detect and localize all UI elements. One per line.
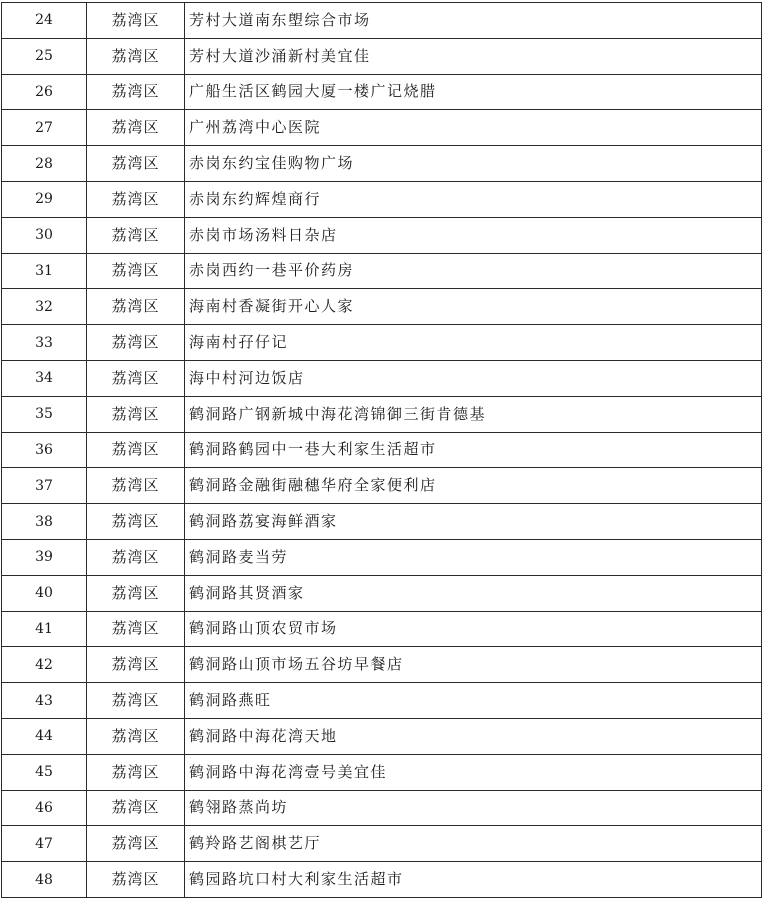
location-name-cell: 鹤园路坑口村大利家生活超市 xyxy=(185,862,762,898)
location-name-cell: 广州荔湾中心医院 xyxy=(185,110,762,146)
location-name-cell: 鹤洞路山顶农贸市场 xyxy=(185,611,762,647)
table-row xyxy=(2,289,762,325)
table-row xyxy=(2,74,762,110)
district-cell: 荔湾区 xyxy=(87,38,185,74)
location-name-cell: 鹤洞路山顶市场五谷坊早餐店 xyxy=(185,647,762,683)
row-number-cell: 33 xyxy=(2,325,87,361)
table-row xyxy=(2,181,762,217)
row-number-cell: 30 xyxy=(2,217,87,253)
district-cell: 荔湾区 xyxy=(87,74,185,110)
district-cell: 荔湾区 xyxy=(87,683,185,719)
table-row xyxy=(2,754,762,790)
location-name-cell: 鹤羚路艺阁棋艺厅 xyxy=(185,826,762,862)
district-cell: 荔湾区 xyxy=(87,432,185,468)
location-name-cell: 海中村河边饭店 xyxy=(185,360,762,396)
table-row xyxy=(2,432,762,468)
location-name-cell: 鹤洞路燕旺 xyxy=(185,683,762,719)
row-number-cell: 32 xyxy=(2,289,87,325)
table-row xyxy=(2,718,762,754)
district-cell: 荔湾区 xyxy=(87,181,185,217)
table-row xyxy=(2,862,762,898)
table-row xyxy=(2,611,762,647)
table-row xyxy=(2,396,762,432)
district-cell: 荔湾区 xyxy=(87,647,185,683)
table-body xyxy=(2,3,762,898)
row-number-cell: 42 xyxy=(2,647,87,683)
table-row xyxy=(2,468,762,504)
row-number-cell: 31 xyxy=(2,253,87,289)
table-row xyxy=(2,683,762,719)
location-name-cell: 鹤洞路中海花湾天地 xyxy=(185,718,762,754)
district-cell: 荔湾区 xyxy=(87,3,185,39)
district-cell: 荔湾区 xyxy=(87,468,185,504)
table-row xyxy=(2,3,762,39)
row-number-cell: 24 xyxy=(2,3,87,39)
location-name-cell: 鹤洞路荔宴海鲜酒家 xyxy=(185,504,762,540)
row-number-cell: 28 xyxy=(2,146,87,182)
table-row xyxy=(2,253,762,289)
table-row xyxy=(2,504,762,540)
district-cell: 荔湾区 xyxy=(87,826,185,862)
district-cell: 荔湾区 xyxy=(87,718,185,754)
location-name-cell: 鹤洞路金融街融穗华府全家便利店 xyxy=(185,468,762,504)
district-cell: 荔湾区 xyxy=(87,110,185,146)
district-cell: 荔湾区 xyxy=(87,862,185,898)
location-name-cell: 赤岗东约辉煌商行 xyxy=(185,181,762,217)
location-name-cell: 赤岗西约一巷平价药房 xyxy=(185,253,762,289)
district-cell: 荔湾区 xyxy=(87,396,185,432)
location-name-cell: 芳村大道沙涌新村美宜佳 xyxy=(185,38,762,74)
row-number-cell: 48 xyxy=(2,862,87,898)
district-cell: 荔湾区 xyxy=(87,539,185,575)
district-cell: 荔湾区 xyxy=(87,611,185,647)
location-name-cell: 海南村香凝街开心人家 xyxy=(185,289,762,325)
table-row xyxy=(2,647,762,683)
location-name-cell: 鹤洞路麦当劳 xyxy=(185,539,762,575)
location-name-cell: 赤岗东约宝佳购物广场 xyxy=(185,146,762,182)
row-number-cell: 45 xyxy=(2,754,87,790)
row-number-cell: 47 xyxy=(2,826,87,862)
table-row xyxy=(2,790,762,826)
district-cell: 荔湾区 xyxy=(87,217,185,253)
row-number-cell: 38 xyxy=(2,504,87,540)
location-name-cell: 赤岗市场汤料日杂店 xyxy=(185,217,762,253)
row-number-cell: 25 xyxy=(2,38,87,74)
table-row xyxy=(2,38,762,74)
row-number-cell: 37 xyxy=(2,468,87,504)
row-number-cell: 44 xyxy=(2,718,87,754)
district-cell: 荔湾区 xyxy=(87,325,185,361)
row-number-cell: 43 xyxy=(2,683,87,719)
location-name-cell: 芳村大道南东塱综合市场 xyxy=(185,3,762,39)
location-name-cell: 鹤洞路鹤园中一巷大利家生活超市 xyxy=(185,432,762,468)
table-row xyxy=(2,360,762,396)
district-cell: 荔湾区 xyxy=(87,360,185,396)
location-name-cell: 鹤洞路广钢新城中海花湾锦御三街肯德基 xyxy=(185,396,762,432)
table-row xyxy=(2,110,762,146)
location-name-cell: 鹤翎路蒸尚坊 xyxy=(185,790,762,826)
row-number-cell: 39 xyxy=(2,539,87,575)
location-table xyxy=(1,2,762,898)
table-row xyxy=(2,217,762,253)
table-row xyxy=(2,826,762,862)
table-row xyxy=(2,575,762,611)
row-number-cell: 36 xyxy=(2,432,87,468)
row-number-cell: 40 xyxy=(2,575,87,611)
table-row xyxy=(2,325,762,361)
district-cell: 荔湾区 xyxy=(87,790,185,826)
district-cell: 荔湾区 xyxy=(87,575,185,611)
district-cell: 荔湾区 xyxy=(87,146,185,182)
location-name-cell: 鹤洞路其贤酒家 xyxy=(185,575,762,611)
table-row xyxy=(2,146,762,182)
row-number-cell: 46 xyxy=(2,790,87,826)
row-number-cell: 27 xyxy=(2,110,87,146)
location-name-cell: 广船生活区鹤园大厦一楼广记烧腊 xyxy=(185,74,762,110)
district-cell: 荔湾区 xyxy=(87,289,185,325)
location-name-cell: 海南村孖仔记 xyxy=(185,325,762,361)
row-number-cell: 35 xyxy=(2,396,87,432)
location-name-cell: 鹤洞路中海花湾壹号美宜佳 xyxy=(185,754,762,790)
row-number-cell: 26 xyxy=(2,74,87,110)
district-cell: 荔湾区 xyxy=(87,754,185,790)
row-number-cell: 34 xyxy=(2,360,87,396)
row-number-cell: 41 xyxy=(2,611,87,647)
district-cell: 荔湾区 xyxy=(87,504,185,540)
table-row xyxy=(2,539,762,575)
row-number-cell: 29 xyxy=(2,181,87,217)
district-cell: 荔湾区 xyxy=(87,253,185,289)
